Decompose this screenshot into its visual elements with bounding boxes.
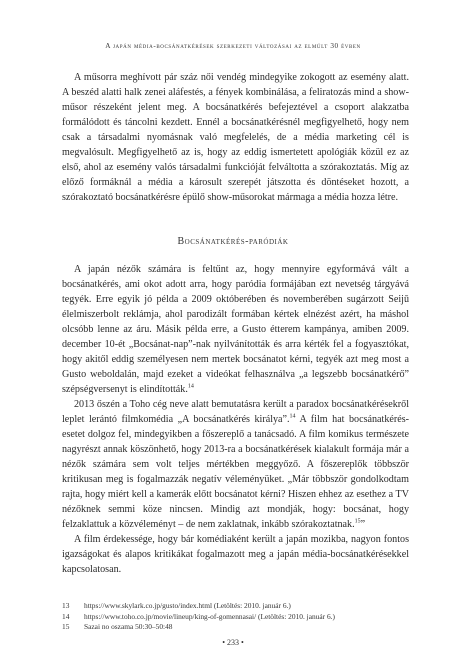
footnotes xyxy=(62,601,409,633)
footnote-number: 15 xyxy=(62,622,70,631)
footnote-text: https://www.skylark.co.jp/gusto/index.html (Letöltés: 2010. január 6.) xyxy=(84,601,291,610)
footnote xyxy=(62,601,409,612)
paragraph: A műsorra meghívott pár száz női vendég mindegyike zokogott az esemény alatt. A beszéd alatti halk zenei aláfestés, a fények kombinálása, a feliratozás mind a show-műsor részeként jelent meg. A bocsánatkérés befejeztével a csoport alakzatba formálódott és táncolni kezdett. Ennél a bocsánatkérésnél megfigyelhető, hogy nem csak a társadalmi nyomásnak való megfelelés, de a média marketing cél is megvalósult. Megfigyelhető az is, hogy az eddig ismertetett apológiák közül ez az első, ahol az esemény valós társadalmi funkcióját felváltotta a szórakoztatás. Míg az előző formáknál a média a károsult szerepét játszotta és döntéseket hozott, a szórakoztató bocsánatkérésre épülő show-műsorokat mármaga a média hozza létre. xyxy=(62,72,409,203)
footnote-ref: 14 xyxy=(187,383,194,390)
footnote xyxy=(62,612,409,623)
footnote-number: 13 xyxy=(62,601,70,610)
paragraph xyxy=(62,397,409,532)
footnote-text: Sazai no oszama 50:30–50:48 xyxy=(84,622,173,631)
paragraph-text: A japán nézők számára is feltűnt az, hogy mennyire egyformává vált a bocsánatkérés, ami okot adott arra, hogy paródia formájában ezt nevetség tárgyává tegyék. Erre egyik jó példa a 2009 októberében és novemberében sugárzott Seijū élelmiszerbolt reklámja, ahol parodizált formában kértek elnézést azért, ha máshol olcsóbb lenne az áru. Másik példa erre, a Gusto étterem kampánya, amiben 2009. december 10-ét „Bocsánat-nap”-nak nyilvánították és arra kérték fel a fogyasztókat, hogy akitől eddig személyesen nem mertek bocsánatot kérni, tegyék azt meg most a Gusto weboldalán, majd ezeket a videókat felhasználva „a legszebb bocsánatkérő” szépségversenyt is elindították. xyxy=(62,264,409,395)
footnote-ref: 15 xyxy=(354,518,361,525)
footnote xyxy=(62,622,409,633)
paragraph xyxy=(62,262,409,397)
closing-quote: ” xyxy=(360,519,366,530)
footnote-ref: 14 xyxy=(289,413,296,420)
body-text-block-2 xyxy=(62,262,409,577)
page-number: • 233 • xyxy=(222,638,244,647)
body-text-block-1 xyxy=(62,70,409,205)
running-head: A japán média-bocsánatkérések szerkezeti változásai az elmúlt 30 évben xyxy=(105,42,361,50)
paragraph-text: A film hat bocsánatkérés-esetet dolgoz fel, mindegyikben a főszereplő a tanácsadó. A film komikus természete nagyrészt annak köszönhető, hogy 2013-ra a bocsánatkérések kialakult formája már a nézők számára sem volt teljes mértékben meggyőző. A főszereplők többször kritikusan meg is fogalmazzák negatív véleményüket. „Már többször gondolkodtam rajta, hogy miért kell a kamerák előtt bocsánatot kérni? Hiszen ehhez az esethez a TV nézőknek semmi köze nincsen. Mindig azt mondják, hogy: bocsánat, hogy felzaklattuk a közvéleményt – de nem zaklatnak, inkább szórakoztatnak. xyxy=(62,414,409,530)
section-heading: Bocsánatkérés-paródiák xyxy=(177,236,289,247)
footnote-text: https://www.toho.co.jp/movie/lineup/king-of-gomennasai/ (Letöltés: 2010. január 6.) xyxy=(84,611,335,621)
paragraph: A film érdekessége, hogy bár komédiaként került a japán mozikba, nagyon fontos igazságokat és alapos kritikákat fogalmazott meg a japán média-bocsánatkérésekkel kapcsolatosan. xyxy=(62,534,409,575)
footnote-number: 14 xyxy=(62,611,70,621)
paragraph-text: 2013 őszén a Toho cég neve alatt bemutatásra került a paradox bocsánatkérésekről leplet lerántó filmkomédia „A bocsánatkérés királya”. xyxy=(62,399,409,425)
